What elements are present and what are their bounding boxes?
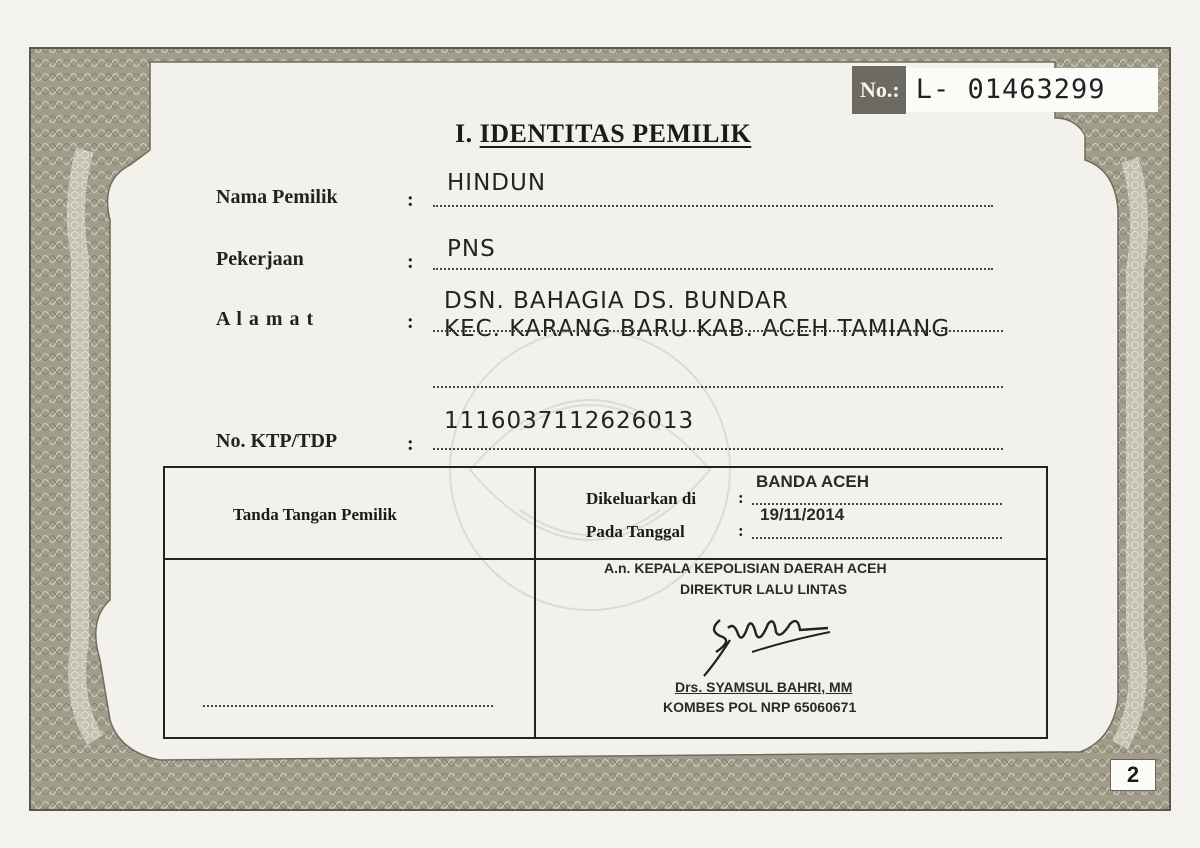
alamat-dotted-line-1 xyxy=(433,330,1003,332)
page-number: 2 xyxy=(1110,759,1156,791)
official-title-line2: DIREKTUR LALU LINTAS xyxy=(680,581,847,597)
document-number-label: No.: xyxy=(852,66,906,114)
nama-dotted-line xyxy=(433,205,993,207)
table-divider-vertical xyxy=(534,466,536,739)
pekerjaan-value: PNS xyxy=(447,236,496,262)
document-number-value: L- 01463299 xyxy=(906,68,1158,112)
ktp-colon: : xyxy=(407,433,414,455)
owner-signature-line xyxy=(203,705,493,707)
nama-label: Nama Pemilik xyxy=(216,186,338,208)
date-value: 19/11/2014 xyxy=(760,505,845,524)
section-roman: I. xyxy=(455,119,473,148)
alamat-colon: : xyxy=(407,311,414,333)
alamat-line2: KEC. KARANG BARU KAB. ACEH TAMIANG xyxy=(444,316,951,342)
section-title xyxy=(455,119,751,149)
alamat-dotted-line-2 xyxy=(433,386,1003,388)
date-label: Pada Tanggal xyxy=(586,522,685,541)
issued-at-value: BANDA ACEH xyxy=(756,472,870,491)
nama-value: HINDUN xyxy=(447,170,547,196)
official-rank: KOMBES POL NRP 65060671 xyxy=(663,699,857,715)
document-number xyxy=(852,66,1158,114)
alamat-label: A l a m a t xyxy=(216,308,315,330)
date-line xyxy=(752,537,1002,539)
official-name: Drs. SYAMSUL BAHRI, MM xyxy=(675,679,853,695)
ktp-label: No. KTP/TDP xyxy=(216,430,338,452)
nama-colon: : xyxy=(407,189,414,211)
official-title-line1: A.n. KEPALA KEPOLISIAN DAERAH ACEH xyxy=(604,560,887,576)
owner-signature-label: Tanda Tangan Pemilik xyxy=(233,505,397,524)
issued-at-label: Dikeluarkan di xyxy=(586,489,697,508)
section-title-text: IDENTITAS PEMILIK xyxy=(479,119,752,148)
date-colon: : xyxy=(738,521,744,540)
issued-at-colon: : xyxy=(738,488,744,507)
official-signature xyxy=(690,600,850,680)
pekerjaan-dotted-line xyxy=(433,268,993,270)
pekerjaan-colon: : xyxy=(407,251,414,273)
pekerjaan-label: Pekerjaan xyxy=(216,248,304,270)
ktp-dotted-line xyxy=(433,448,1003,450)
alamat-line1: DSN. BAHAGIA DS. BUNDAR xyxy=(444,288,789,314)
ktp-value: 1116037112626013 xyxy=(444,408,695,434)
